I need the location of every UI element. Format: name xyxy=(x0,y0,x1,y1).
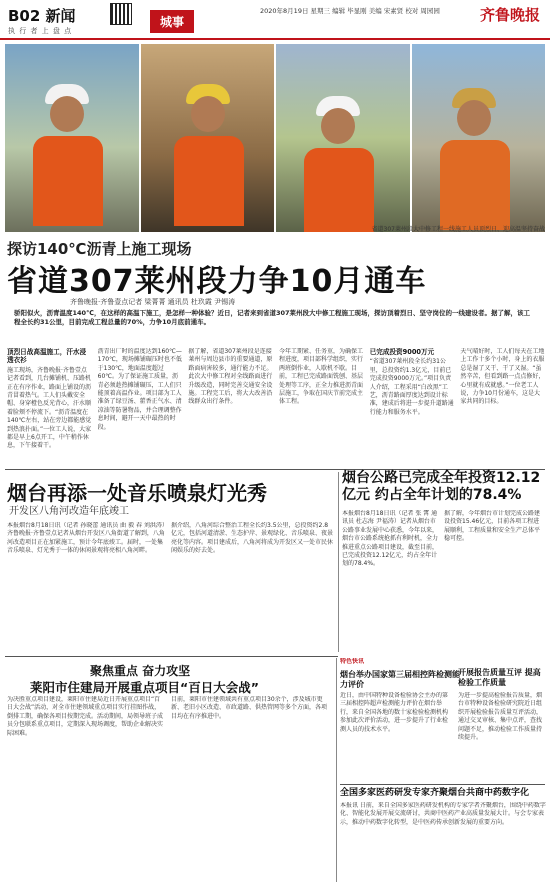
story2-headline[interactable]: 烟台再添一处音乐喷泉灯光秀 xyxy=(7,481,267,505)
story4-kicker: 聚焦重点 奋力攻坚 xyxy=(90,664,191,678)
story2-body: 本报烟台8月18日讯（记者 孙晓蕾 通讯员 曲 毅 春 刘洪涛）齐鲁晚报·齐鲁壹点记者从烟台开发区八角街道了解到，八角河改造项目正在加紧施工，预计今年底竣工。届时，一处集音乐喷泉、灯光秀于一体的休闲景观将亮相八角河畔。 xyxy=(7,522,165,555)
column-body: 今年工期紧、任务重，为确保工程进度，项目部科学组织，实行两班倒作业，人歇机不歇。目前，工程已完成路面铣刨、基层处理等工序，正全力推进沥青面层施工，争取在国庆节前完成主体工程。 xyxy=(279,348,364,406)
story2-body-continued: 据介绍，八角河综合整治工程全长约3.5公里，总投资约2.8亿元，包括河道清淤、生态护岸、景观绿化、音乐喷泉、夜景亮化等内容。项目建成后，八角河将成为开发区又一处市民休闲娱乐的好去处。 xyxy=(171,522,333,555)
column-separator xyxy=(338,472,339,652)
section-divider xyxy=(5,656,338,657)
newspaper-logo: 齐鲁晚报 xyxy=(479,6,540,24)
worker-photo-3 xyxy=(276,44,410,232)
column-body: 施工现场，齐鲁晚报·齐鲁壹点记者看到，几台摊铺机、压路机正在有序作业，路面上铺设的沥青冒着热气。工人们头戴安全帽、身穿橙色反光背心，汗水顺着脸颊不停流下。“沥青温度在140℃左右，站在旁边都能感觉到热浪扑面。”一位工人说，大家都是早上6点开工，中午稍作休息，下午接着干。 xyxy=(7,366,92,450)
brief1-body: 近日，由中国特种设备检验协会主办的第三届相控阵超声检测能力评价在烟台举行，来自全国各地的数十家检验检测机构参加此次评价活动，进一步提升了行业检测人员的技术水平。 xyxy=(340,692,449,733)
column-subhead: 已完成投资9000万元 xyxy=(369,348,435,356)
story3-headline[interactable]: 烟台公路已完成全年投资12.12亿元 约占全年计划的78.4% xyxy=(342,470,541,503)
story4-headline[interactable]: 莱阳市住建局开展重点项目“百日大会战” xyxy=(30,680,259,695)
brief2-body: 为进一步提高检验报告质量，烟台市特种设备检验研究院近日组织开展检验报告质量互评活动，通过交叉审核、集中点评，查找问题不足，推动检验工作质量持续提升。 xyxy=(458,692,543,742)
page-subtitle: 执 行 者 上 盘 点 xyxy=(8,27,73,35)
lead-columns xyxy=(7,348,545,466)
brief-tag: 特色快讯 xyxy=(340,658,365,665)
story4-body: 为决胜重点项目建设，莱阳市住建局近日开展重点项目“百日大会战”活动，对全市住建领域重点项目实行挂图作战，倒排工期，确保各项目按期完成。活动期间，局领导班子成员分包联系重点项目，定期深入现场调度，帮助企业解决实际困难。 xyxy=(7,696,164,737)
page-number: B02 新闻 xyxy=(8,7,76,25)
lead-column-6 xyxy=(460,348,545,466)
lead-byline: 齐鲁晚报·齐鲁壹点记者 梁菁菁 通讯员 杜玖霞 尹锡涛 xyxy=(70,298,236,306)
lead-column-5 xyxy=(370,348,455,466)
lead-headline[interactable]: 省道307莱州段力争10月通车 xyxy=(7,264,427,299)
column-body: 据了解，省道307莱州段是连接莱州与周边县市的重要通道，原路面病害较多，通行能力不足。此次大中修工程对全线路面进行升级改造，同时完善交通安全设施。工程完工后，将大大改善沿线群众出行条件。 xyxy=(188,348,273,406)
column-separator xyxy=(336,658,337,882)
lead-column-1 xyxy=(7,348,92,466)
story4-body-continued: 目前，莱阳市住建领域共有重点项目30余个，涉及城市更新、老旧小区改造、市政道路、供热管网等多个方面，各项目均在有序推进中。 xyxy=(171,696,328,720)
column-body: 天气晴好时，工人们每天在工地上工作十多个小时，身上的衣服总是湿了又干、干了又湿。“虽然辛苦，但看到路一点点修好，心里就有成就感。”一位老工人说，力争10月份通车，这是大家共同的目标。 xyxy=(460,348,545,406)
worker-photo-4 xyxy=(412,44,546,232)
worker-photo-2 xyxy=(141,44,275,232)
lead-kicker: 探访140℃沥青上施工现场 xyxy=(7,240,192,258)
lead-lede: 骄阳似火，沥青温度140℃，在这样的高温下施工，是怎样一种体验？近日，记者来到省道307莱州段大中修工程施工现场，探访顶着烈日、坚守岗位的一线建设者。据了解，该工程全长约31公里，目前完成工程总量的70%，力争10月底前通车。 xyxy=(14,309,531,326)
lead-column-3 xyxy=(188,348,273,466)
story3-body-continued: 据了解，今年烟台市计划完成公路建设投资15.46亿元，目前各项工程进展顺利，工程质量和安全生产总体平稳可控。 xyxy=(444,510,541,543)
story3-body: 本报烟台8月18日讯（记者 张 霄 通讯员 杜志海 尹福涛）记者从烟台市公路事业发展中心获悉，今年以来，烟台市公路系统抢抓有利时机，全力推进重点公路项目建设，截至目前，已完成投资12.12亿元，约占全年计划的78.4%。 xyxy=(342,510,439,568)
lead-column-2 xyxy=(98,348,183,466)
photo-caption: 省道307莱州段大中修工程一线施工人员顶烈日、迎高温坚持奋战 xyxy=(371,226,545,233)
story2-subhead: 开发区八角河改造年底竣工 xyxy=(9,506,129,517)
column-body: “省道307莱州段全长约31公里，总投资约1.3亿元，目前已完成投资9000万元。”项目负责人介绍，工程采用“白改黑”工艺，沥青路面厚度达到设计标准，建成后将进一步提升道路通行能力和服务水平。 xyxy=(369,358,454,416)
masthead xyxy=(0,0,550,40)
qr-code-icon[interactable] xyxy=(110,3,132,25)
photo-strip xyxy=(5,44,545,232)
lead-column-4 xyxy=(279,348,364,466)
brief3-body: 本报讯 日前，来自全国多家医药研发机构的专家学者齐聚烟台，围绕中药数字化、智能化发展开展交流研讨，共商中医药产业高质量发展大计。与会专家表示，推动中药数字化转型，是中医药传承创新发展的重要方向。 xyxy=(340,802,546,826)
brief1-headline[interactable]: 烟台举办国家第三届相控阵检测能力评价 xyxy=(340,670,460,689)
section-tab[interactable]: 城事 xyxy=(150,10,194,33)
worker-photo-1 xyxy=(5,44,139,232)
brief3-headline[interactable]: 全国多家医药研发专家齐聚烟台共商中药数字化 xyxy=(340,788,530,798)
column-subhead: 顶烈日战高温施工，汗水浸透衣衫 xyxy=(7,348,87,365)
section-divider xyxy=(340,784,545,785)
brief2-headline[interactable]: 开展报告质量互评 提高检验工作质量 xyxy=(458,668,541,687)
column-body: 沥青出厂时的温度达到160℃—170℃，现场摊铺碾压时也不低于130℃，地面温度超过60℃。为了保证施工质量，沥青必须趁热摊铺碾压，工人们只能顶着高温作业。项目部为工人准备了绿豆汤、藿香正气水、清凉油等防暑物品，并合理调整作息时间，避开一天中最热的时段。 xyxy=(97,348,182,431)
dateline: 2020年8月19日 星期三 编辑 毕显刚 美编 宋素贤 校对 周园园 xyxy=(260,7,440,15)
